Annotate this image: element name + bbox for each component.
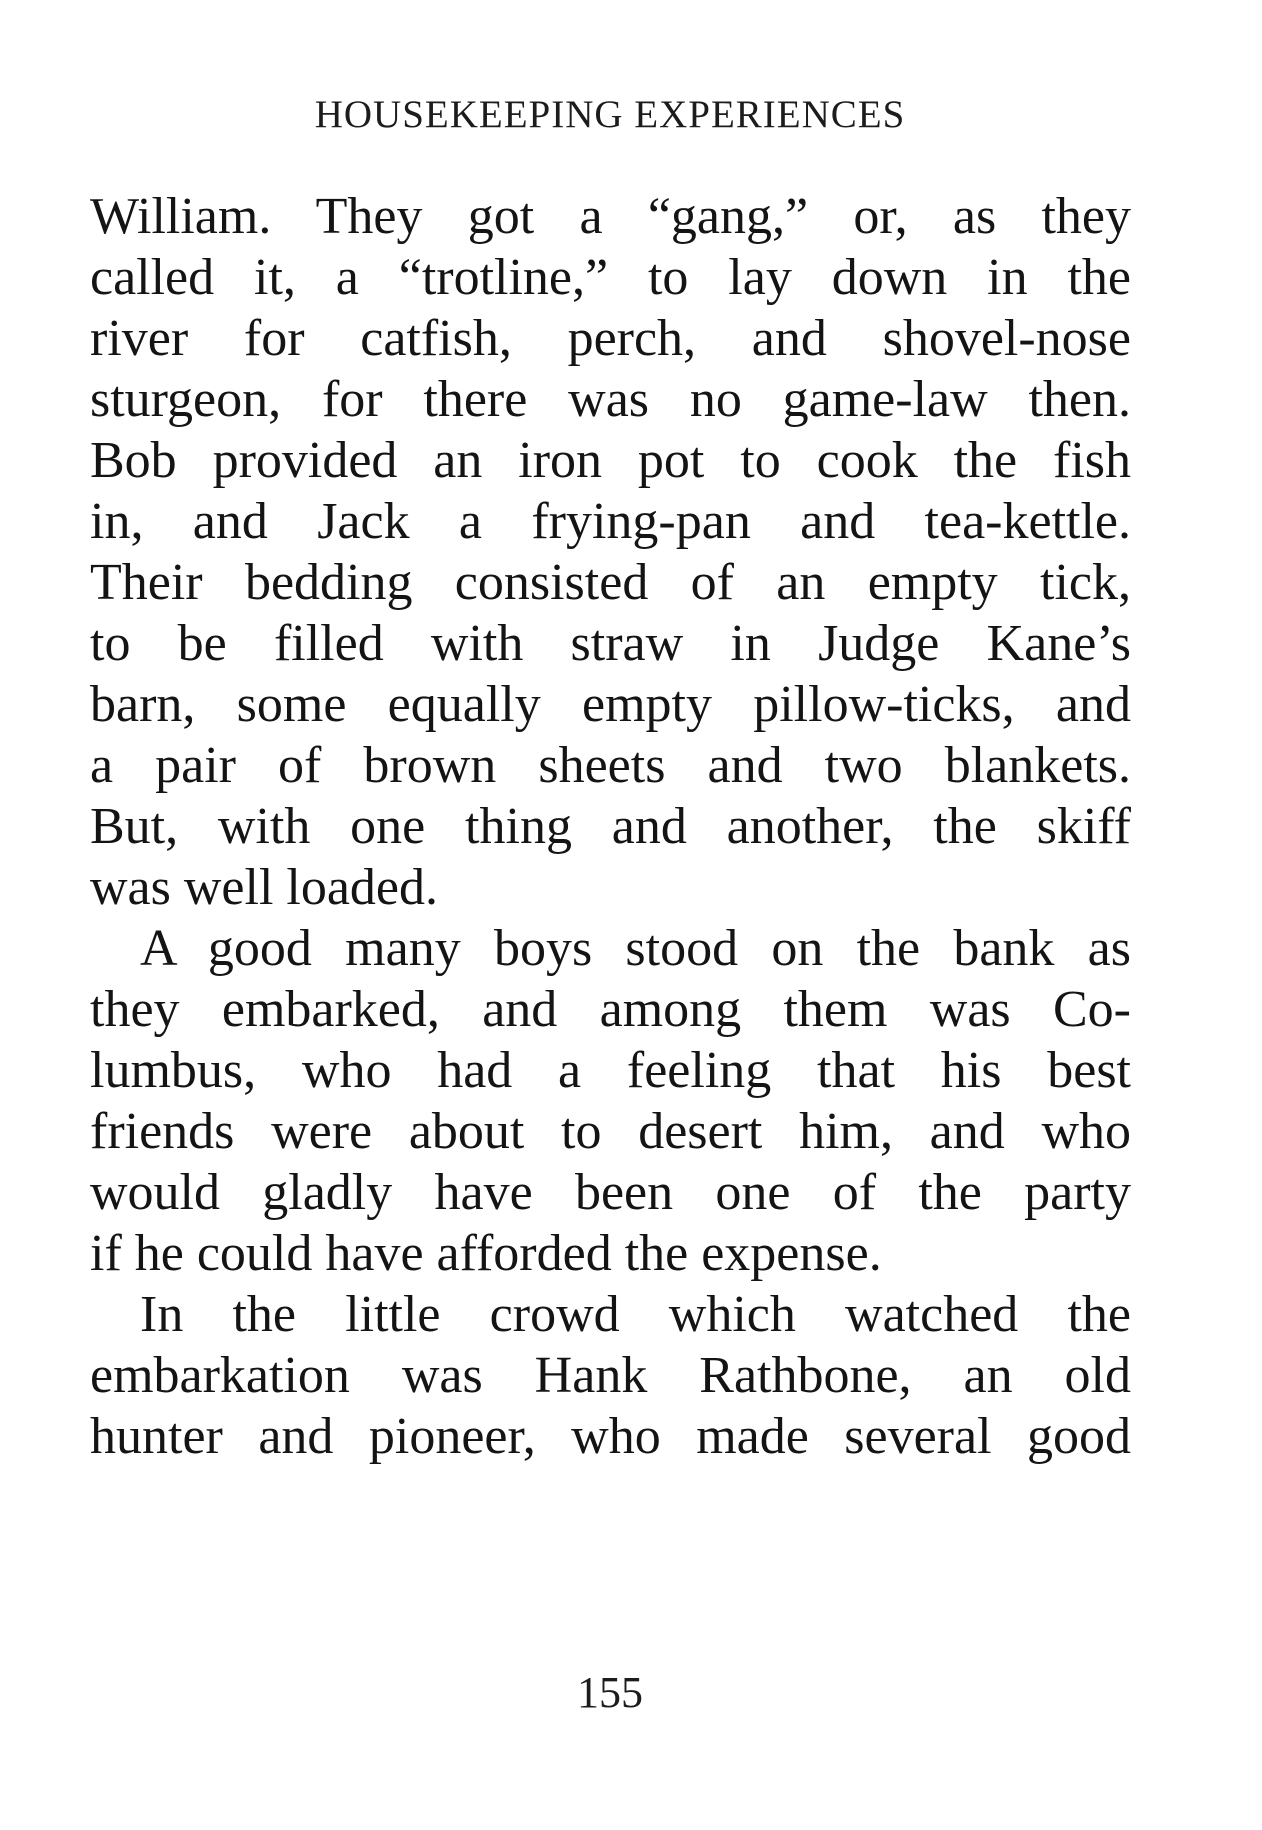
text-line: would gladly have been one of the party [90, 1164, 1131, 1221]
text-line: in, and Jack a frying-pan and tea-kettle. [90, 493, 1131, 550]
text-line: if he could have afforded the expense. [90, 1225, 882, 1282]
text-line: called it, a “trotline,” to lay down in the [90, 249, 1131, 306]
page-number: 155 [577, 1668, 643, 1717]
text-line: But, with one thing and another, the skiff [90, 798, 1131, 855]
text-line: river for catfish, perch, and shovel-nose [90, 310, 1131, 367]
text-line: barn, some equally empty pillow-ticks, and [90, 676, 1131, 733]
text-line: lumbus, who had a feeling that his best [90, 1042, 1131, 1099]
text-line: A good many boys stood on the bank as [140, 920, 1131, 977]
text-line: was well loaded. [90, 859, 439, 916]
running-head: HOUSEKEEPING EXPERIENCES [314, 93, 906, 136]
text-line: hunter and pioneer, who made several good [90, 1408, 1131, 1465]
text-line: they embarked, and among them was Co- [90, 981, 1131, 1038]
text-line: sturgeon, for there was no game-law then. [90, 371, 1131, 428]
text-line: William. They got a “gang,” or, as they [90, 188, 1131, 245]
text-line: a pair of brown sheets and two blankets. [90, 737, 1131, 794]
text-line: In the little crowd which watched the [140, 1286, 1131, 1343]
text-line: embarkation was Hank Rathbone, an old [90, 1347, 1131, 1404]
text-line: friends were about to desert him, and who [90, 1103, 1131, 1160]
text-line: to be filled with straw in Judge Kane’s [90, 615, 1131, 672]
text-line: Bob provided an iron pot to cook the fish [90, 432, 1131, 489]
text-line: Their bedding consisted of an empty tick, [90, 554, 1131, 611]
